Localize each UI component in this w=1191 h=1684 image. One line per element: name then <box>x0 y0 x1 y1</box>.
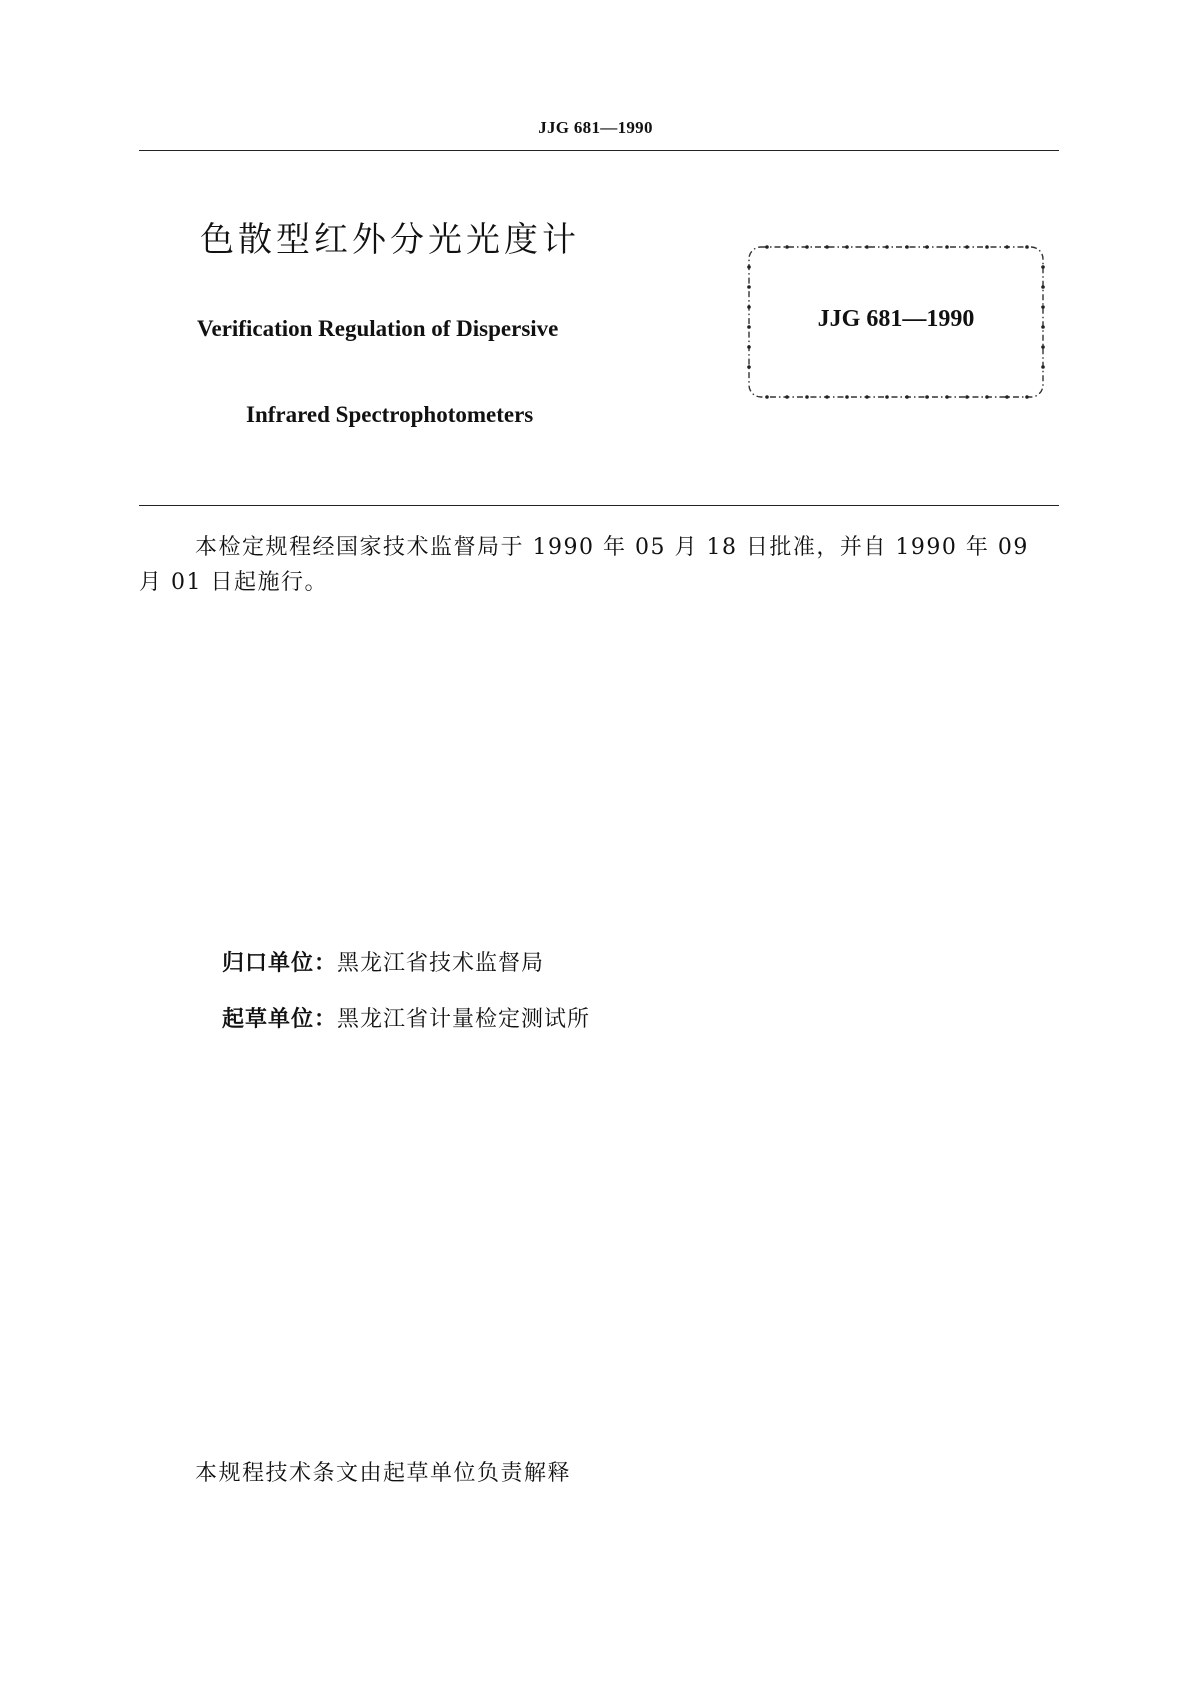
border-dot <box>845 245 849 249</box>
border-dot <box>805 245 809 249</box>
border-dot <box>785 395 789 399</box>
border-dot <box>825 395 829 399</box>
border-dot <box>765 245 769 249</box>
header-rule <box>139 150 1059 151</box>
border-dot <box>1025 245 1029 249</box>
border-dot <box>1005 245 1009 249</box>
border-dot <box>1025 395 1029 399</box>
border-dot <box>905 245 909 249</box>
border-dot <box>1041 365 1045 369</box>
document-title-english-line-1: Verification Regulation of Dispersive <box>197 316 559 341</box>
border-dot <box>985 245 989 249</box>
border-dot <box>925 245 929 249</box>
border-dot <box>747 285 751 289</box>
border-dot <box>905 395 909 399</box>
drafting-unit-label: 起草单位： <box>222 1007 338 1032</box>
border-dot <box>747 365 751 369</box>
border-dot <box>945 245 949 249</box>
border-dot <box>747 265 751 269</box>
responsible-unit-value: 黑龙江省技术监督局 <box>337 951 545 976</box>
border-dot <box>965 245 969 249</box>
border-dot <box>1041 265 1045 269</box>
border-dot <box>805 395 809 399</box>
border-dot <box>985 395 989 399</box>
border-dot <box>945 395 949 399</box>
border-dot <box>1005 395 1009 399</box>
standard-code-box <box>745 243 1047 401</box>
border-dot <box>965 395 969 399</box>
border-dot <box>825 245 829 249</box>
document-title-chinese: 色散型红外分光光度计 <box>200 220 580 260</box>
border-dot <box>925 395 929 399</box>
border-dot <box>765 395 769 399</box>
border-dot <box>865 395 869 399</box>
border-dot <box>747 345 751 349</box>
interpretation-note: 本规程技术条文由起草单位负责解释 <box>195 1461 572 1486</box>
border-dot <box>1041 285 1045 289</box>
document-title-english-line-2: Infrared Spectrophotometers <box>246 402 534 427</box>
drafting-unit-row <box>222 1002 590 1033</box>
border-dot <box>885 395 889 399</box>
border-dot <box>1041 345 1045 349</box>
border-dot <box>845 395 849 399</box>
standard-code: JJG 681—1990 <box>817 306 975 332</box>
title-section-rule <box>139 505 1059 506</box>
border-dot <box>865 245 869 249</box>
responsible-unit-row <box>222 946 544 977</box>
approval-statement: 本检定规程经国家技术监督局于 1990 年 05 月 18 日批准，并自 1990 年 09 月 01 日起施行。 <box>139 535 1029 595</box>
border-dot <box>785 245 789 249</box>
drafting-unit-value: 黑龙江省计量检定测试所 <box>337 1007 591 1032</box>
responsible-unit-label: 归口单位： <box>222 951 338 976</box>
border-dot <box>885 245 889 249</box>
running-header-code: JJG 681—1990 <box>538 118 653 137</box>
